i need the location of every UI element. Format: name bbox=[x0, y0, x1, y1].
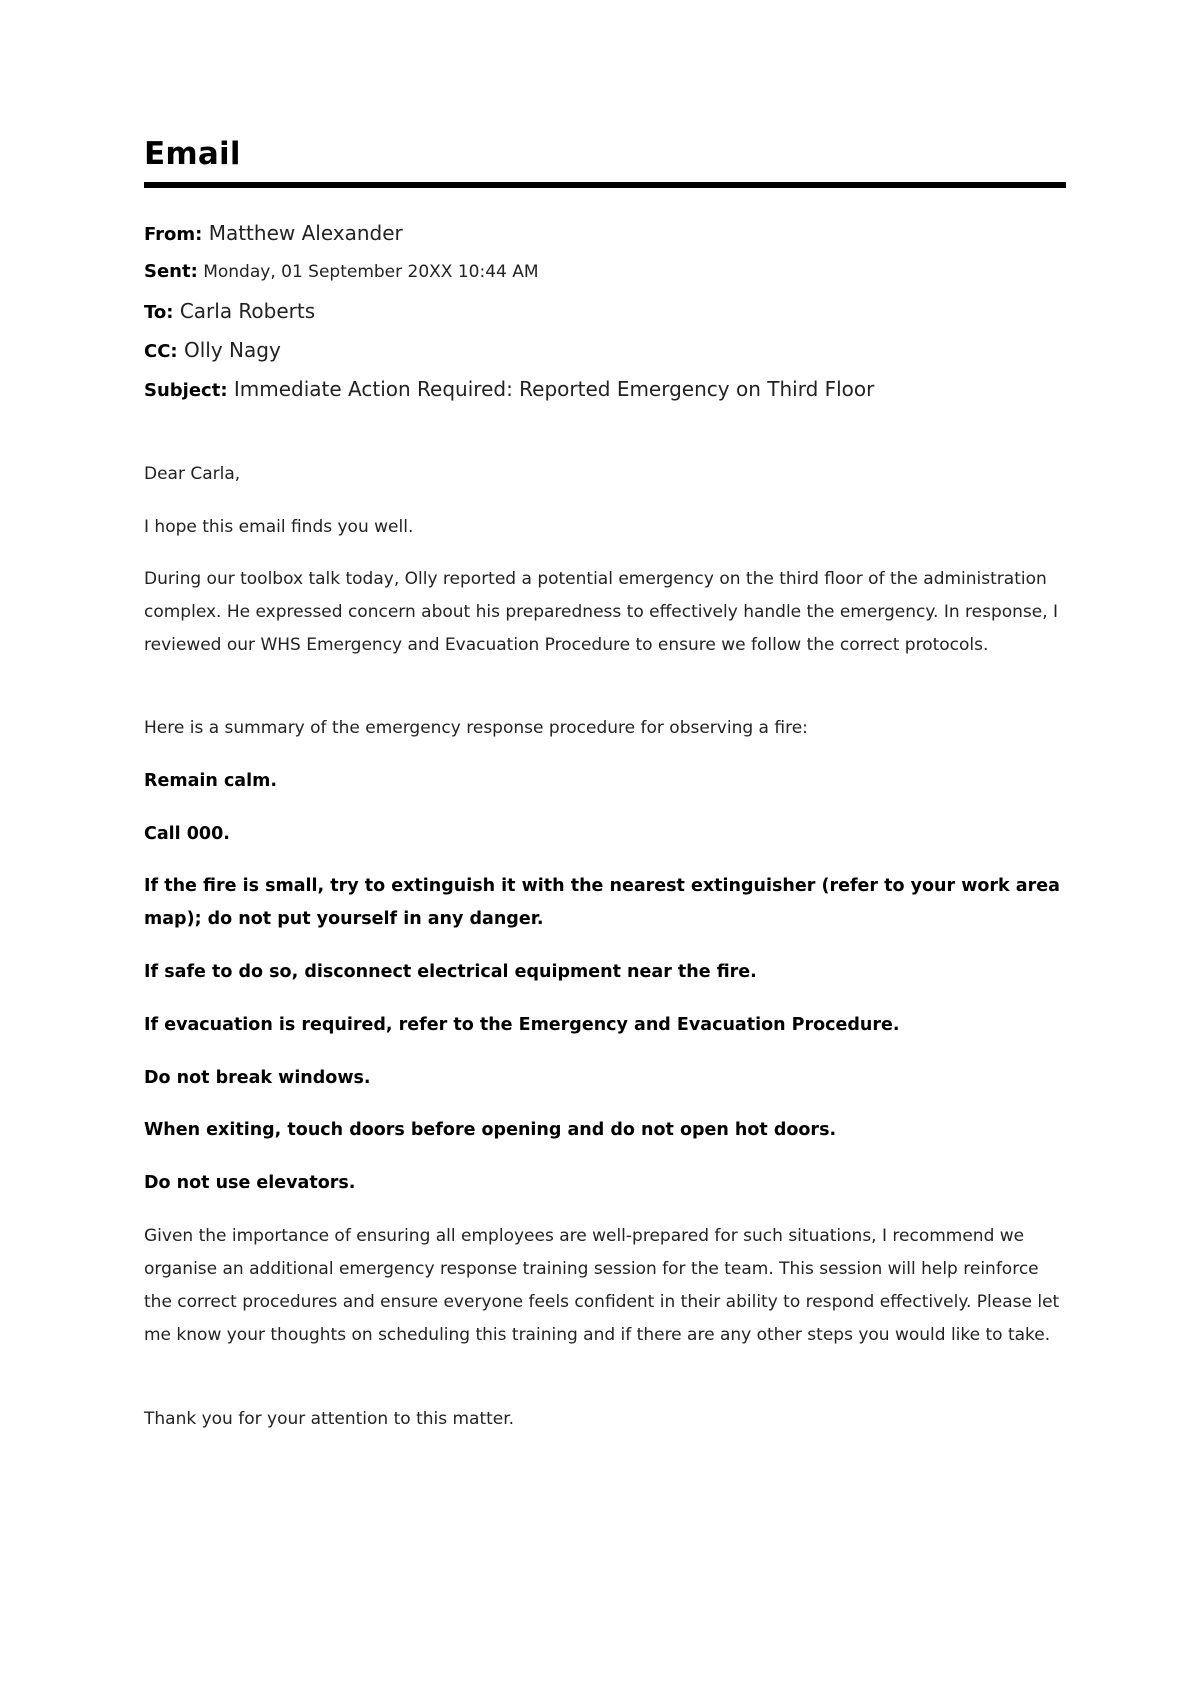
procedure-step: Do not use elevators. bbox=[144, 1173, 356, 1193]
procedure-step: When exiting, touch doors before opening and do not open hot doors. bbox=[144, 1120, 837, 1140]
cc-label: CC: bbox=[144, 341, 178, 362]
cc-value: Olly Nagy bbox=[183, 338, 281, 362]
to-label: To: bbox=[144, 302, 174, 323]
procedure-step: If safe to do so, disconnect electrical equipment near the fire. bbox=[144, 962, 757, 982]
greeting: Dear Carla, bbox=[144, 464, 241, 484]
subject-field bbox=[144, 377, 874, 401]
procedure-step: Remain calm. bbox=[144, 771, 278, 791]
context-paragraph: During our toolbox talk today, Olly reported a potential emergency on the third floor of the administration complex. He expressed concern about his preparedness to effectively handle the emergency. In response, I reviewed our WHS Emergency and Evacuation Procedure to ensure we follow the correct protocols. bbox=[144, 569, 1059, 655]
sent-field bbox=[144, 261, 539, 282]
subject-value: Immediate Action Required: Reported Emergency on Third Floor bbox=[233, 377, 875, 401]
title-divider bbox=[144, 182, 1066, 188]
from-field bbox=[144, 221, 403, 245]
summary-intro: Here is a summary of the emergency response procedure for observing a fire: bbox=[144, 718, 808, 738]
procedure-step: If evacuation is required, refer to the Emergency and Evacuation Procedure. bbox=[144, 1015, 900, 1035]
page-title: Email bbox=[144, 136, 241, 172]
closing-line: Thank you for your attention to this matter. bbox=[144, 1409, 515, 1429]
subject-label: Subject: bbox=[144, 380, 228, 401]
recommendation-paragraph: Given the importance of ensuring all employees are well-prepared for such situations, I recommend we organise an additional emergency response training session for the team. This session will help reinforce the correct procedures and ensure everyone feels confident in their ability to respond effectively. Please let me know your thoughts on scheduling this training and if there are any other steps you would like to take. bbox=[144, 1226, 1060, 1345]
sent-label: Sent: bbox=[144, 261, 198, 282]
opening-line: I hope this email finds you well. bbox=[144, 517, 414, 537]
cc-field bbox=[144, 338, 281, 362]
procedure-step: Do not break windows. bbox=[144, 1068, 371, 1088]
procedure-step: Call 000. bbox=[144, 824, 230, 844]
to-value: Carla Roberts bbox=[179, 299, 316, 323]
from-value: Matthew Alexander bbox=[208, 221, 403, 245]
from-label: From: bbox=[144, 224, 203, 245]
sent-value: Monday, 01 September 20XX 10:44 AM bbox=[203, 262, 539, 282]
to-field bbox=[144, 299, 315, 323]
procedure-step: If the fire is small, try to extinguish it with the nearest extinguisher (refer to your work area map); do not put yourself in any danger. bbox=[144, 876, 1060, 929]
